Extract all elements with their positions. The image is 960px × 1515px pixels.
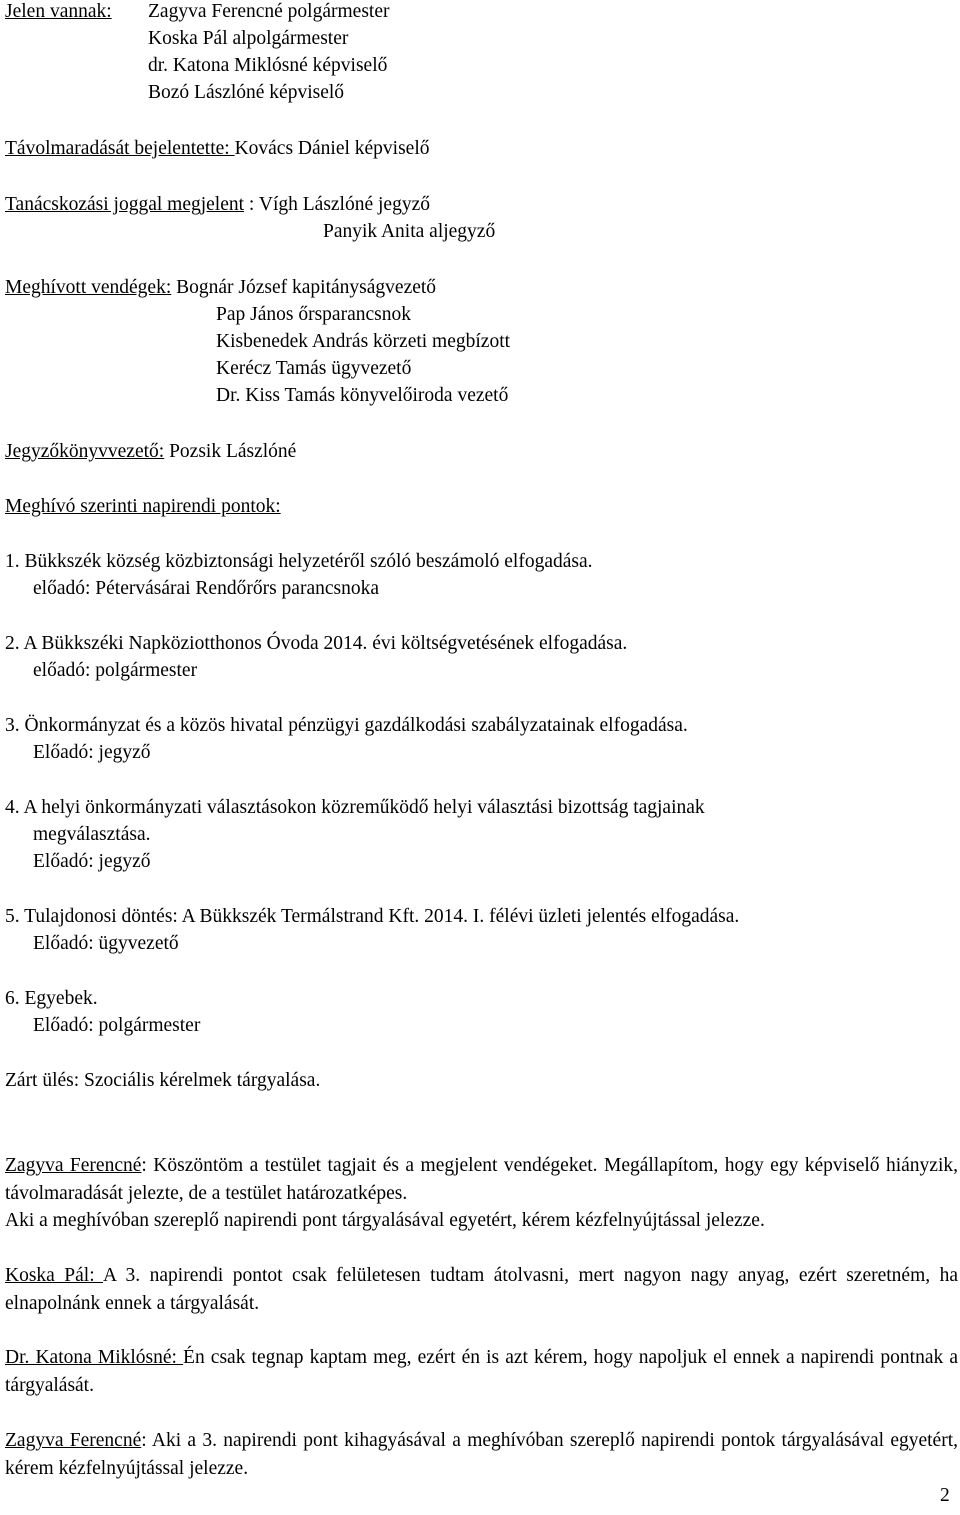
present-member: Bozó Lászlóné képviselő	[148, 82, 345, 103]
absent-label: Távolmaradását bejelentette:	[5, 138, 235, 159]
agenda-presenter: Előadó: jegyző	[33, 742, 151, 763]
guest-member: Kisbenedek András körzeti megbízott	[216, 331, 511, 352]
guest-member: Bognár József kapitányságvezető	[176, 277, 437, 298]
speaker: Zagyva Ferencné	[5, 1155, 142, 1176]
agenda-text-cont: megválasztása.	[33, 824, 151, 845]
closed-session: Zárt ülés: Szociális kérelmek tárgyalása.	[5, 1070, 321, 1091]
speaker: Dr. Katona Miklósné:	[5, 1347, 184, 1368]
page-number: 2	[940, 1485, 950, 1506]
statement-text-extra: Aki a meghívóban szereplő napirendi pont tárgyalásával egyetért, kérem kézfelnyújtással jelezze.	[5, 1210, 765, 1231]
absent-row	[5, 136, 430, 162]
agenda-presenter: előadó: polgármester	[33, 660, 198, 681]
statement-text: A 3. napirendi pontot csak felületesen tudtam átolvasni, mert nagyon nagy anyag, ezért szeretném, ha elnapolnánk ennek a tárgyalását.	[5, 1265, 958, 1314]
statement	[5, 1344, 958, 1399]
agenda-num: 6.	[5, 988, 20, 1009]
agenda-presenter: előadó: Pétervásárai Rendőrőrs parancsnoka	[33, 578, 379, 599]
advisory-member: Panyik Anita aljegyző	[323, 221, 496, 242]
agenda-num: 3.	[5, 715, 20, 736]
agenda-presenter: Előadó: polgármester	[33, 1015, 201, 1036]
statement-text: Aki a 3. napirendi pont kihagyásával a meghívóban szereplő napirendi pontok tárgyalásával egyetért, kérem kézfelnyújtással jelezze.	[5, 1430, 958, 1479]
agenda-item	[5, 986, 98, 1012]
recorder-row	[5, 439, 296, 465]
agenda-num: 1.	[5, 551, 20, 572]
advisory-label: Tanácskozási joggal megjelent	[5, 194, 245, 215]
present-row	[5, 0, 112, 25]
guest-member: Pap János őrsparancsnok	[216, 304, 411, 325]
agenda-num: 4.	[5, 797, 20, 818]
agenda-item	[5, 713, 688, 739]
present-member: Zagyva Ferencné polgármester	[148, 1, 390, 22]
guests-label: Meghívott vendégek:	[5, 277, 172, 298]
agenda-item	[5, 631, 627, 657]
guests-row	[5, 275, 436, 301]
present-label: Jelen vannak:	[5, 1, 112, 22]
agenda-item	[5, 904, 739, 930]
agenda-num: 2.	[5, 633, 20, 654]
present-member: Koska Pál alpolgármester	[148, 28, 349, 49]
statement-text: Köszöntöm a testület tagjait és a megjelent vendégeket. Megállapítom, hogy egy képviselő hiányzik, távolmaradását jelezte, de a testület határozatképes.	[5, 1155, 958, 1204]
statement	[5, 1262, 958, 1317]
agenda-title: Meghívó szerinti napirendi pontok:	[5, 496, 281, 517]
advisory-sep: :	[244, 194, 259, 215]
recorder-value: Pozsik Lászlóné	[164, 441, 297, 462]
agenda-text: A helyi önkormányzati választásokon közreműködő helyi választási bizottság tagjainak	[23, 797, 705, 818]
agenda-text: Bükkszék község közbiztonsági helyzetéről szóló beszámoló elfogadása.	[24, 551, 593, 572]
agenda-text: Tulajdonosi döntés: A Bükkszék Termálstrand Kft. 2014. I. félévi üzleti jelentés elfogadása.	[24, 906, 740, 927]
agenda-presenter: Előadó: jegyző	[33, 851, 151, 872]
advisory-member: Vígh Lászlóné jegyző	[258, 194, 430, 215]
statement-text: Én csak tegnap kaptam meg, ezért én is azt kérem, hogy napoljuk el ennek a napirendi pontnak a tárgyalását.	[5, 1347, 958, 1396]
speaker: Zagyva Ferencné	[5, 1430, 142, 1451]
recorder-label: Jegyzőkönyvvezető:	[5, 441, 165, 462]
statement: Zagyva Ferencné: Aki a 3. napirendi pont kihagyásával a meghívóban szereplő napirendi pontok tárgyalásával egyetért, kérem kézfelnyújtással jelezze.	[5, 1430, 958, 1479]
agenda-num: 5.	[5, 906, 20, 927]
absent-value: Kovács Dániel képviselő	[234, 138, 430, 159]
guest-member: Kerécz Tamás ügyvezető	[216, 358, 412, 379]
agenda-item	[5, 549, 593, 575]
agenda-presenter: Előadó: ügyvezető	[33, 933, 179, 954]
agenda-text: Egyebek.	[24, 988, 98, 1009]
agenda-text: Önkormányzat és a közös hivatal pénzügyi gazdálkodási szabályzatainak elfogadása.	[24, 715, 688, 736]
statement: Zagyva Ferencné: Köszöntöm a testület tagjait és a megjelent vendégeket. Megállapítom, hogy egy képviselő hiányzik, távolmaradását jelezte, de a testület határozatképes.	[5, 1155, 958, 1204]
agenda-text: A Bükkszéki Napköziotthonos Óvoda 2014. évi költségvetésének elfogadása.	[23, 633, 628, 654]
advisory-row	[5, 192, 430, 218]
guest-member: Dr. Kiss Tamás könyvelőiroda vezető	[216, 385, 509, 406]
speaker: Koska Pál:	[5, 1265, 104, 1286]
agenda-item	[5, 795, 705, 821]
present-member: dr. Katona Miklósné képviselő	[148, 55, 388, 76]
